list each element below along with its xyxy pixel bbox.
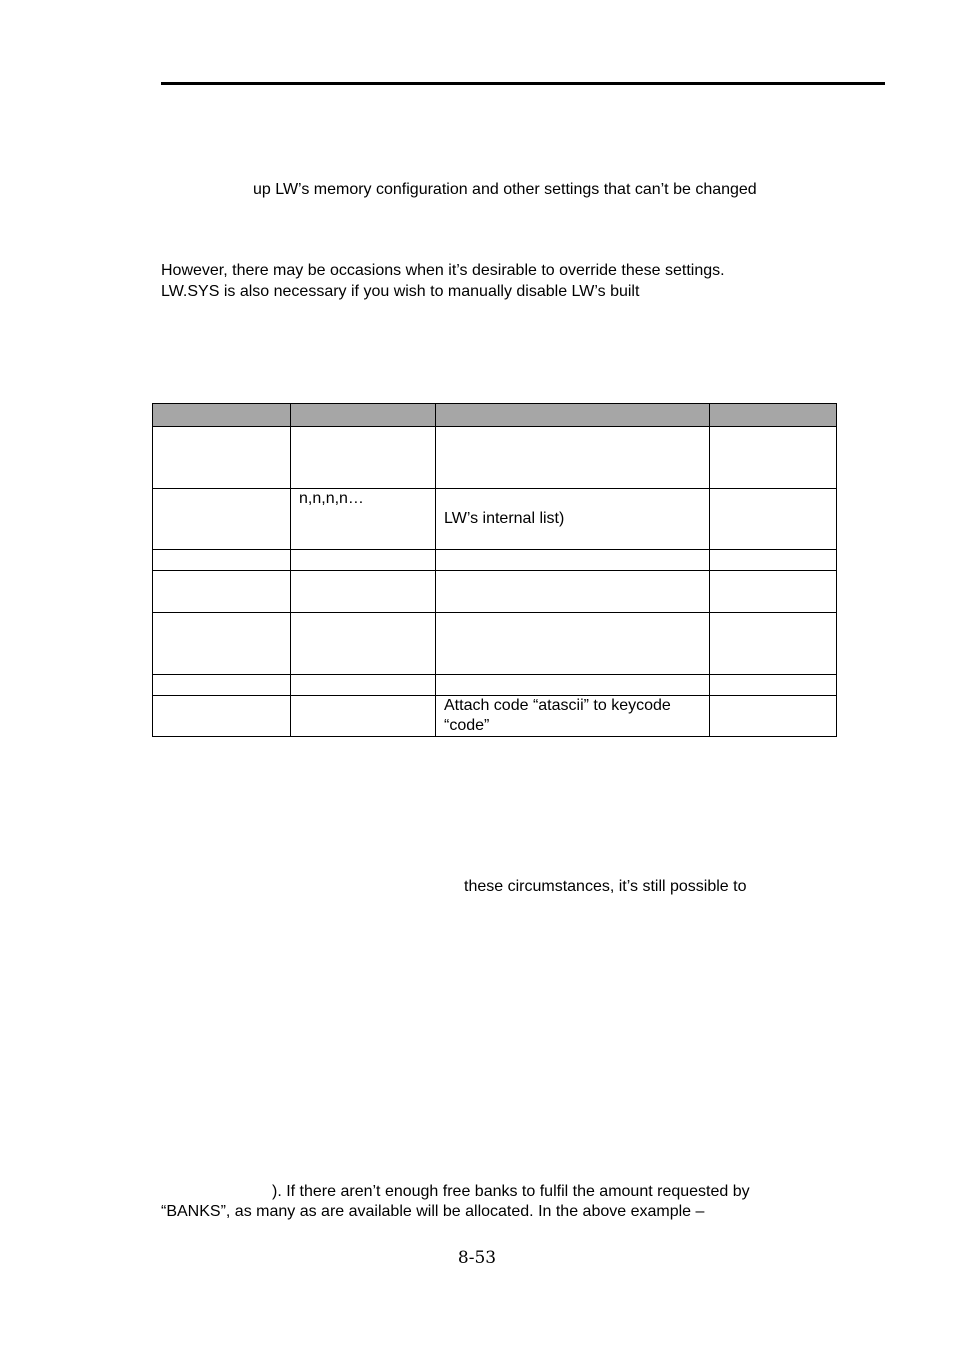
table-cell [153, 613, 291, 675]
table-header-cell [436, 404, 710, 427]
table-cell [153, 550, 291, 571]
table-cell [710, 613, 837, 675]
table-cell [710, 550, 837, 571]
table-cell [153, 571, 291, 613]
table-cell [436, 550, 710, 571]
table-cell [710, 696, 837, 737]
table-row [153, 613, 837, 675]
table-cell [436, 613, 710, 675]
table-cell [436, 571, 710, 613]
table-cell: n,n,n,n… [291, 489, 436, 550]
table-cell [710, 489, 837, 550]
table-cell [710, 427, 837, 489]
table-cell: LW’s internal list) [436, 489, 710, 550]
table-cell [710, 675, 837, 696]
body-line-memory-config: up LW’s memory configuration and other settings that can’t be changed [253, 181, 757, 198]
table-cell [436, 675, 710, 696]
table-cell [436, 427, 710, 489]
body-line-override: However, there may be occasions when it’s desirable to override these settings. [161, 262, 725, 279]
page-number: 8-53 [457, 1248, 497, 1268]
body-line-banks-example: “BANKS”, as many as are available will be allocated. In the above example – [161, 1203, 705, 1220]
table-cell [153, 427, 291, 489]
table-cell [153, 696, 291, 737]
table-cell: Attach code “atascii” to keycode “code” [436, 696, 710, 737]
settings-table [152, 403, 837, 737]
body-line-lwsys: LW.SYS is also necessary if you wish to manually disable LW’s built [161, 283, 640, 300]
table-row [153, 571, 837, 613]
table-header-cell [153, 404, 291, 427]
table-cell [291, 427, 436, 489]
table-header-cell [291, 404, 436, 427]
table-header-row [153, 404, 837, 427]
header-rule [161, 82, 885, 85]
table-cell [710, 571, 837, 613]
body-line-free-banks: ). If there aren’t enough free banks to fulfil the amount requested by [272, 1183, 750, 1200]
table-row [153, 489, 837, 550]
table-cell [153, 675, 291, 696]
table-row [153, 550, 837, 571]
table-cell [291, 613, 436, 675]
table-cell [291, 571, 436, 613]
table-cell [291, 675, 436, 696]
table-row [153, 675, 837, 696]
body-line-circumstances: these circumstances, it’s still possible to [464, 878, 747, 895]
table-header-cell [710, 404, 837, 427]
table-row [153, 427, 837, 489]
table-cell [153, 489, 291, 550]
table-row [153, 696, 837, 737]
table-cell [291, 696, 436, 737]
table-cell [291, 550, 436, 571]
